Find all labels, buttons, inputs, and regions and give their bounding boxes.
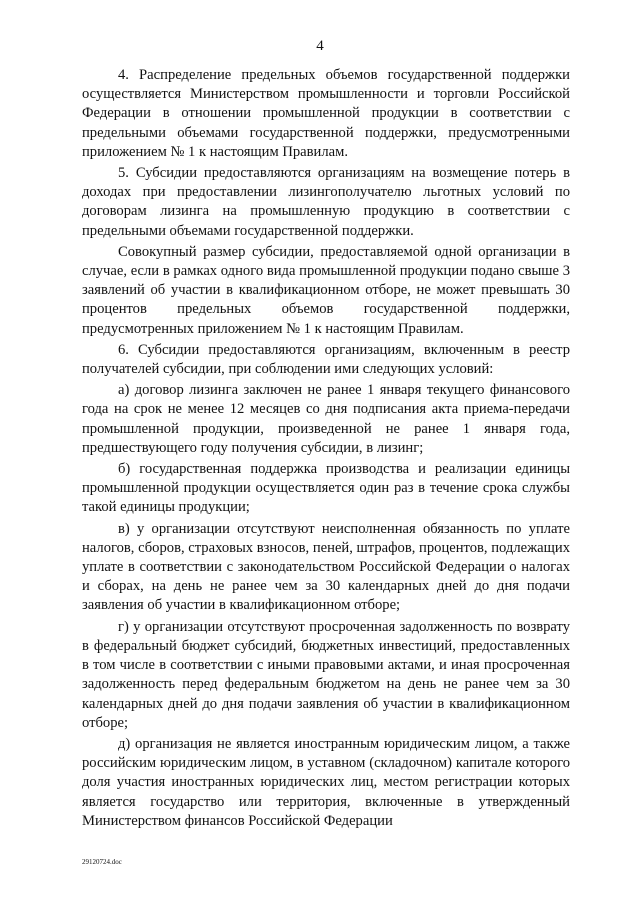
page-number: 4 [316, 38, 324, 54]
paragraph-condition-v: в) у организации отсутствуют неисполненная обязанность по уплате налогов, сборов, страховых взносов, пеней, штрафов, процентов, подлежащих уплате в соответствии с законодательством Российской Федерации о налогах и сборах, на день не ранее чем за 30 календарных дней до дня подачи заявления об участии в квалификационном отборе; [82, 520, 570, 614]
paragraph-condition-a: а) договор лизинга заключен не ранее 1 января текущего финансового года на срок не менее 12 месяцев со дня подписания акта приема-передачи промышленной продукции, произведенной не ранее 1 января года, предшествующего году получения субсидии, в лизинг; [82, 382, 570, 456]
paragraph-6-conditions: 6. Субсидии предоставляются организациям, включенным в реестр получателей субсидии, при соблюдении ими следующих условий: [82, 341, 570, 378]
paragraph-4-distribution: 4. Распределение предельных объемов государственной поддержки осуществляется Министерством промышленности и торговли Российской Федерации в отношении промышленной продукции в соответствии с предельными объемами государственной поддержки, предусмотренными приложением № 1 к настоящим Правилам. [82, 67, 570, 160]
footer-file-code: 29120724.doc [82, 858, 122, 866]
paragraph-5-subsidies: 5. Субсидии предоставляются организациям на возмещение потерь в доходах при предоставлении лизингополучателю льготных условий по договорам лизинга на промышленную продукцию в соответствии с предельными объемами государственной поддержки. [82, 165, 570, 239]
paragraph-condition-g: г) у организации отсутствуют просроченная задолженность по возврату в федеральный бюджет субсидий, бюджетных инвестиций, предоставленных в том числе в соответствии с иными правовыми актами, и иная просроченная задолженность перед федеральным бюджетом на день не ранее чем за 30 календарных дней до дня подачи заявления об участии в квалификационном отборе; [82, 618, 570, 731]
paragraph-total-subsidy-limit: Совокупный размер субсидии, предоставляемой одной организации в случае, если в рамках одного вида промышленной продукции подано свыше 3 заявлений об участии в квалификационном отборе, не может превышать 30 процентов предельных объемов государственной поддержки, предусмотренных приложением № 1 к настоящим Правилам. [82, 243, 570, 337]
paragraph-condition-b: б) государственная поддержка производства и реализации единицы промышленной продукции осуществляется один раз в течение срока службы такой единицы продукции; [82, 461, 570, 516]
document-body [82, 66, 570, 833]
paragraph-condition-d: д) организация не является иностранным юридическим лицом, а также российским юридическим лицом, в уставном (складочном) капитале которого доля участия иностранных юридических лиц, местом регистрации которых является государство или территория, включенные в утвержденный Министерством финансов Российской Федерации [82, 735, 570, 829]
